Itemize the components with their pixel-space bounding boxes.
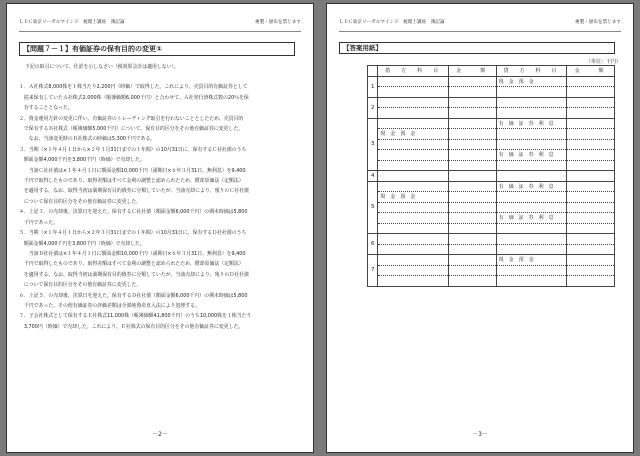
credit-account-cell[interactable] [496, 265, 567, 276]
debit-amount-cell[interactable] [448, 129, 496, 140]
debit-account-cell[interactable] [378, 234, 449, 245]
journal-entry-line [368, 192, 615, 203]
journal-entry-line [368, 213, 615, 224]
problem-text-line: ６．上記５．の売却後、決算日を迎えた。保有するＤ社社債（額面金額6,000千円）の期末時価は5,800 [19, 292, 248, 299]
problem-text-line: について保有目的区分をその他有価証券に変更した。 [19, 198, 142, 205]
debit-amount-cell[interactable] [448, 87, 496, 98]
page-number: －3－ [472, 431, 488, 438]
debit-amount-cell[interactable] [448, 118, 496, 129]
column-header-debit-amount: 金 額 [448, 66, 496, 77]
credit-account-cell[interactable] [496, 244, 567, 255]
credit-account-cell[interactable] [496, 223, 567, 234]
problem-text-line: 当該Ｄ社社債は×１年４月１日に額面金額10,000千円（満期日×６年３月31日、無利息）を9,400 [19, 250, 246, 257]
problem-text-line: 従来保有していたＡ社株式2,000株（帳簿価額6,000千円）と合わせて、Ａ社発行済株式数の20％を保 [19, 94, 249, 101]
debit-account-cell[interactable] [378, 118, 449, 129]
debit-amount-cell[interactable] [448, 108, 496, 119]
credit-amount-cell[interactable] [567, 265, 615, 276]
table-header-row [368, 66, 615, 77]
debit-account-cell[interactable] [378, 255, 449, 266]
header-right-text: 複製・頒布を禁じます [255, 20, 301, 25]
entry-number: 3 [368, 118, 378, 171]
journal-entry-line [368, 202, 615, 213]
debit-account-cell[interactable] [378, 181, 449, 192]
journal-entry-line [368, 129, 615, 140]
debit-account-cell[interactable] [378, 202, 449, 213]
debit-account-cell[interactable] [378, 160, 449, 171]
problem-text-line: 千円であった。その他有価証券の評価差額は全部純資産直入法により処理する。 [19, 302, 200, 309]
journal-entry-line [368, 160, 615, 171]
problem-text-line: 有することとなった。 [19, 105, 73, 112]
column-header-debit-account: 借 方 科 目 [378, 66, 449, 77]
journal-entry-line [368, 87, 615, 98]
credit-amount-cell[interactable] [567, 202, 615, 213]
problem-text-line: ４．上記３．の売却後、決算日を迎えた。保有するＣ社社債（額面金額6,000千円）の期末時価は5,800 [19, 209, 248, 216]
credit-amount-cell[interactable] [567, 223, 615, 234]
problem-text-line: を適用する。なお、取得当初は満期保有目的債券に分類していたが、当該売却により、残りのＣ社社債 [19, 188, 249, 195]
column-header-credit-amount: 金 額 [567, 66, 615, 77]
credit-amount-cell[interactable] [567, 160, 615, 171]
answer-sheet-title: 【答案用紙】 [339, 42, 615, 54]
debit-amount-cell[interactable] [448, 276, 496, 287]
debit-amount-cell[interactable] [448, 244, 496, 255]
journal-entry-line [368, 265, 615, 276]
debit-account-cell[interactable] [378, 265, 449, 276]
debit-account-cell[interactable] [378, 139, 449, 150]
journal-entry-line [368, 118, 615, 129]
credit-account-cell[interactable]: 有 価 証 券 利 息 [496, 181, 567, 192]
journal-entry-line [368, 97, 615, 108]
entry-number: 2 [368, 97, 378, 118]
debit-amount-cell[interactable] [448, 234, 496, 245]
credit-amount-cell[interactable] [567, 181, 615, 192]
debit-account-cell[interactable]: 現 金 預 金 [378, 192, 449, 203]
entry-number: 7 [368, 255, 378, 287]
debit-amount-cell[interactable] [448, 150, 496, 161]
credit-amount-cell[interactable] [567, 171, 615, 182]
debit-amount-cell[interactable] [448, 76, 496, 87]
credit-amount-cell[interactable] [567, 244, 615, 255]
problem-text-line: 当該Ｃ社社債は×１年４月１日に額面金額10,000千円（満期日×６年３月31日、無利息）を9,400 [19, 167, 246, 174]
entry-number: 5 [368, 181, 378, 234]
credit-amount-cell[interactable] [567, 118, 615, 129]
problem-text-line: ２．資金運用方針の変更に伴い、有価証券のトレーディング取引を行わないこととしたため、売買目的 [19, 115, 244, 122]
credit-account-cell[interactable] [496, 97, 567, 108]
problem-title: 【問題７－１】有価証券の保有目的の変更① [19, 42, 295, 56]
debit-account-cell[interactable] [378, 223, 449, 234]
page-header [19, 18, 301, 32]
credit-account-cell[interactable] [496, 87, 567, 98]
credit-amount-cell[interactable] [567, 129, 615, 140]
journal-entry-table [367, 65, 615, 287]
header-right-text: 複製・頒布を禁じます [575, 20, 621, 25]
debit-account-cell[interactable] [378, 150, 449, 161]
debit-amount-cell[interactable] [448, 265, 496, 276]
credit-amount-cell[interactable] [567, 213, 615, 224]
credit-account-cell[interactable]: 有 価 証 券 利 息 [496, 118, 567, 129]
problem-text-line: で保有するＢ社株式（帳簿価額5,000千円）について、保有目的区分をその他有価証券に変更した。 [19, 126, 244, 133]
problem-text-line: 千円で取得したものであり、取得差額はすべて金利の調整と認められたため、償却原価法（定額法） [19, 261, 244, 268]
journal-entry-line [368, 150, 615, 161]
problem-text-line: を適用する。なお、取得当初は満期保有目的債券に分類していたが、当該売却により、残りのＤ社社債 [19, 271, 249, 278]
unit-label: （単位：千円） [585, 59, 621, 65]
credit-amount-cell[interactable] [567, 192, 615, 203]
credit-account-cell[interactable]: 現 金 預 金 [496, 76, 567, 87]
credit-amount-cell[interactable] [567, 276, 615, 287]
debit-amount-cell[interactable] [448, 97, 496, 108]
credit-account-cell[interactable] [496, 129, 567, 140]
debit-account-cell[interactable] [378, 276, 449, 287]
credit-amount-cell[interactable] [567, 97, 615, 108]
credit-account-cell[interactable] [496, 108, 567, 119]
debit-amount-cell[interactable] [448, 171, 496, 182]
page-header [339, 18, 621, 32]
debit-account-cell[interactable] [378, 97, 449, 108]
journal-entry-line [368, 76, 615, 87]
debit-account-cell[interactable]: 現 金 預 金 [378, 129, 449, 140]
header-left-text: ＬＥＣ東京リーガルマインド 税理士講座 簿記論 [19, 20, 125, 25]
debit-account-cell[interactable] [378, 108, 449, 119]
debit-account-cell[interactable] [378, 244, 449, 255]
credit-account-cell[interactable] [496, 171, 567, 182]
header-left-text: ＬＥＣ東京リーガルマインド 税理士講座 簿記論 [339, 20, 445, 25]
problem-text-line: 千円で取得したものであり、取得差額はすべて金利の調整と認められたため、償却原価法（定額法） [19, 178, 244, 185]
debit-amount-cell[interactable] [448, 255, 496, 266]
debit-amount-cell[interactable] [448, 223, 496, 234]
debit-account-cell[interactable] [378, 213, 449, 224]
problem-intro: 下記の取引について、仕訳を示しなさい（税効果会計は適用しない）。 [25, 64, 179, 70]
credit-amount-cell[interactable] [567, 76, 615, 87]
credit-account-cell[interactable] [496, 234, 567, 245]
credit-amount-cell[interactable] [567, 108, 615, 119]
problem-text-line: 千円であった。 [19, 219, 59, 226]
right-page [326, 3, 634, 453]
page-number: －2－ [152, 431, 168, 438]
credit-amount-cell[interactable] [567, 150, 615, 161]
credit-account-cell[interactable] [496, 160, 567, 171]
debit-amount-cell[interactable] [448, 192, 496, 203]
problem-text-line: ３．当期（×１年４月１日から×２年３月31日までの１年間）の10月31日に、保有するＣ社社債のうち [19, 146, 247, 153]
problem-text-line: ７．子会社株式として保有するＥ社株式11,000株（帳簿価額41,800千円）のうち10,000株を１株当たり [19, 313, 252, 320]
journal-entry-line [368, 234, 615, 245]
journal-entry-line [368, 181, 615, 192]
problem-text-line: 額面金額4,000千円を3,800千円（時価）で売却した。 [19, 157, 145, 164]
debit-amount-cell[interactable] [448, 139, 496, 150]
credit-amount-cell[interactable] [567, 234, 615, 245]
credit-account-cell[interactable]: 有 価 証 券 利 息 [496, 150, 567, 161]
problem-text-line: ５．当期（×１年４月１日から×２年３月31日までの１年間）の10月31日に、保有するＤ社社債のうち [19, 230, 247, 237]
credit-amount-cell[interactable] [567, 87, 615, 98]
journal-entry-line [368, 171, 615, 182]
debit-amount-cell[interactable] [448, 181, 496, 192]
credit-account-cell[interactable]: 現 金 預 金 [496, 255, 567, 266]
debit-amount-cell[interactable] [448, 160, 496, 171]
entry-number: 4 [368, 171, 378, 182]
entry-number: 1 [368, 76, 378, 97]
journal-entry-line [368, 255, 615, 266]
journal-entry-line [368, 223, 615, 234]
journal-entry-line [368, 244, 615, 255]
problem-text-line: 3,700円（時価）で売却した。これにより、Ｅ社株式の保有目的区分をその他有価証券に変更した。 [19, 323, 244, 330]
credit-account-cell[interactable] [496, 202, 567, 213]
problem-text-line: 額面金額4,000千円を3,800千円（時価）で売却した。 [19, 240, 145, 247]
column-header-credit-account: 貸 方 科 目 [496, 66, 567, 77]
journal-entry-line [368, 139, 615, 150]
credit-amount-cell[interactable] [567, 255, 615, 266]
debit-account-cell[interactable] [378, 87, 449, 98]
debit-amount-cell[interactable] [448, 202, 496, 213]
credit-account-cell[interactable] [496, 276, 567, 287]
problem-body [19, 62, 301, 332]
left-page [6, 3, 314, 453]
problem-text-line: １．Ａ社株式8,000株を１株当たり2,200円（時価）で取得した。これにより、売買目的有価証券として [19, 84, 248, 91]
credit-amount-cell[interactable] [567, 139, 615, 150]
debit-amount-cell[interactable] [448, 213, 496, 224]
column-header-number [368, 66, 378, 77]
debit-account-cell[interactable] [378, 76, 449, 87]
credit-account-cell[interactable] [496, 192, 567, 203]
problem-text-line: なお、当該変更時のＢ社株式の時価は5,300千円である。 [19, 136, 156, 143]
problem-text-line: について保有目的区分をその他有価証券に変更した。 [19, 282, 142, 289]
journal-entry-line [368, 276, 615, 287]
entry-number: 6 [368, 234, 378, 255]
debit-account-cell[interactable] [378, 171, 449, 182]
credit-account-cell[interactable]: 有 価 証 券 利 息 [496, 213, 567, 224]
credit-account-cell[interactable] [496, 139, 567, 150]
journal-entry-line [368, 108, 615, 119]
